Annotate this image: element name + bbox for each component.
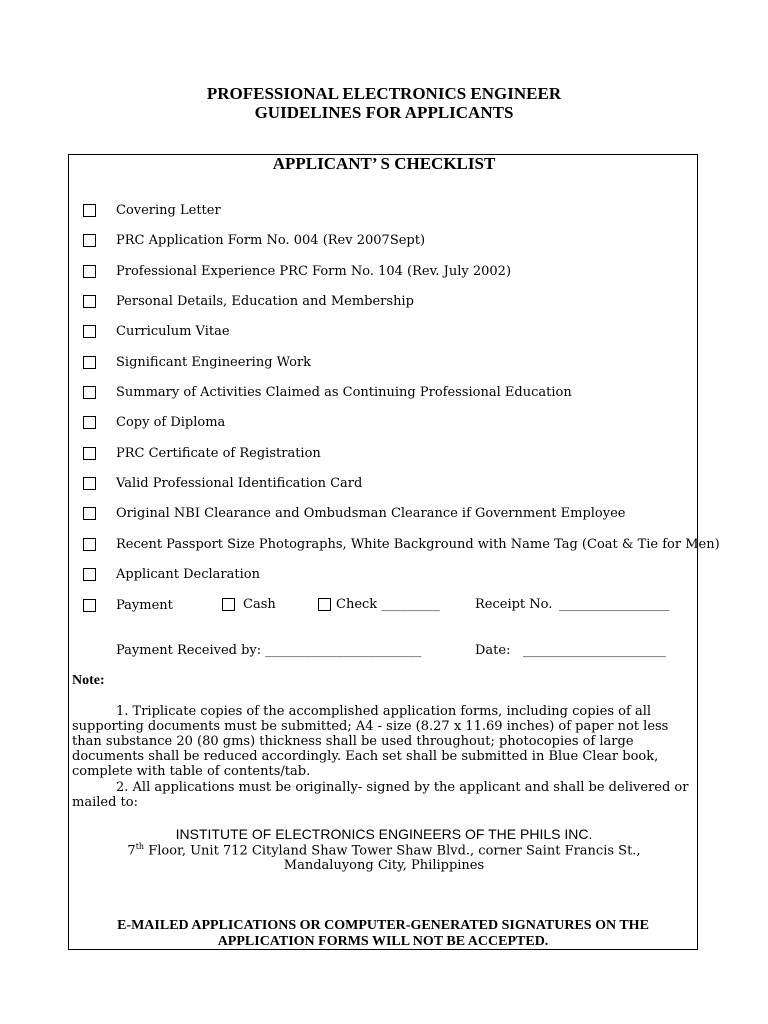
address-line-1-rest: Floor, Unit 712 Cityland Shaw Tower Shaw Blvd., corner Saint Francis St., — [144, 843, 641, 859]
checklist-item-label: Valid Professional Identification Card — [116, 475, 363, 491]
checklist-item-label: Professional Experience PRC Form No. 104 (Rev. July 2002) — [116, 263, 512, 279]
checkbox[interactable] — [83, 507, 96, 520]
address-floor-suffix: th — [135, 842, 145, 851]
checklist-title: APPLICANT’ S CHECKLIST — [272, 154, 496, 173]
checkbox[interactable] — [83, 386, 96, 399]
payment-row — [83, 595, 173, 615]
payment-received-by-field[interactable]: Payment Received by: ________________________ — [116, 643, 422, 658]
date-field[interactable]: ______________________ — [523, 643, 666, 658]
checkbox[interactable] — [83, 295, 96, 308]
address-floor: 7 — [127, 843, 136, 859]
checkbox[interactable] — [83, 477, 96, 490]
warning-line-1: E-MAILED APPLICATIONS OR COMPUTER-GENERATED SIGNATURES ON THE — [117, 918, 649, 933]
checklist-item — [83, 230, 426, 250]
note-title: Note: — [72, 673, 105, 688]
checklist-item — [83, 382, 572, 402]
checkbox[interactable] — [83, 265, 96, 278]
date-label: Date: — [475, 643, 511, 658]
checklist-item-label: Summary of Activities Claimed as Continuing Professional Education — [116, 384, 572, 400]
note-paragraph-2 — [72, 780, 692, 810]
payment-label: Payment — [116, 597, 173, 613]
checklist-item-label: Significant Engineering Work — [116, 354, 312, 370]
checkbox[interactable] — [83, 325, 96, 338]
checkbox[interactable] — [83, 204, 96, 217]
check-label: Check _________ — [336, 597, 440, 612]
checklist-item — [83, 443, 321, 463]
note-paragraph-1-text: 1. Triplicate copies of the accomplished application forms, including copies of all supporting documents must be submitted; A4 - size (8.27 x 11.69 inches) of paper not less than substance 20 (80 gms) thickness shall be used throughout; photocopies of large documents shall be reduced accordingly. Each set shall be submitted in Blue Clear book, complete with table of contents/tab. — [72, 704, 669, 779]
checkbox[interactable] — [83, 234, 96, 247]
checklist-item-label: PRC Certificate of Registration — [116, 445, 321, 461]
checklist-item-label: Curriculum Vitae — [116, 323, 230, 339]
checklist-item — [83, 503, 626, 523]
checkbox[interactable] — [83, 356, 96, 369]
document-subtitle: GUIDELINES FOR APPLICANTS — [254, 103, 514, 122]
checklist-item — [83, 291, 414, 311]
note-paragraph-2-text: 2. All applications must be originally- signed by the applicant and shall be delivered or mailed to: — [72, 780, 689, 810]
receipt-label: Receipt No. — [475, 597, 553, 612]
checklist-item — [83, 321, 230, 341]
cash-checkbox[interactable] — [222, 598, 235, 611]
institute-address-line-1 — [0, 842, 768, 858]
checklist-item-label: Original NBI Clearance and Ombudsman Clearance if Government Employee — [116, 505, 626, 521]
checklist-item — [83, 564, 260, 584]
cash-label: Cash — [243, 597, 276, 612]
checklist-item-label: PRC Application Form No. 004 (Rev 2007Sept) — [116, 232, 426, 248]
receipt-field[interactable]: _________________ — [559, 597, 670, 612]
checklist-item — [83, 412, 226, 432]
checkbox[interactable] — [83, 447, 96, 460]
checkbox[interactable] — [83, 538, 96, 551]
checkbox[interactable] — [83, 416, 96, 429]
checklist-item — [83, 352, 312, 372]
checklist-item-label: Covering Letter — [116, 202, 221, 218]
note-paragraph-1 — [72, 704, 692, 779]
checklist-item-label: Copy of Diploma — [116, 414, 226, 430]
institute-address-line-2: Mandaluyong City, Philippines — [283, 858, 485, 873]
checklist-item-label: Applicant Declaration — [116, 566, 260, 582]
checklist-item — [83, 200, 221, 220]
payment-checkbox[interactable] — [83, 599, 96, 612]
checkbox[interactable] — [83, 568, 96, 581]
checklist-item-label: Personal Details, Education and Membership — [116, 293, 414, 309]
checklist-item — [83, 473, 363, 493]
checklist-item-label: Recent Passport Size Photographs, White Background with Name Tag (Coat & Tie for Men) — [116, 536, 720, 552]
institute-name: INSTITUTE OF ELECTRONICS ENGINEERS OF THE PHILS INC. — [175, 826, 593, 842]
warning-line-2: APPLICATION FORMS WILL NOT BE ACCEPTED. — [217, 934, 549, 949]
checklist-item — [83, 261, 512, 281]
checklist-item — [83, 534, 720, 554]
check-checkbox[interactable] — [318, 598, 331, 611]
document-title: PROFESSIONAL ELECTRONICS ENGINEER — [206, 84, 562, 103]
